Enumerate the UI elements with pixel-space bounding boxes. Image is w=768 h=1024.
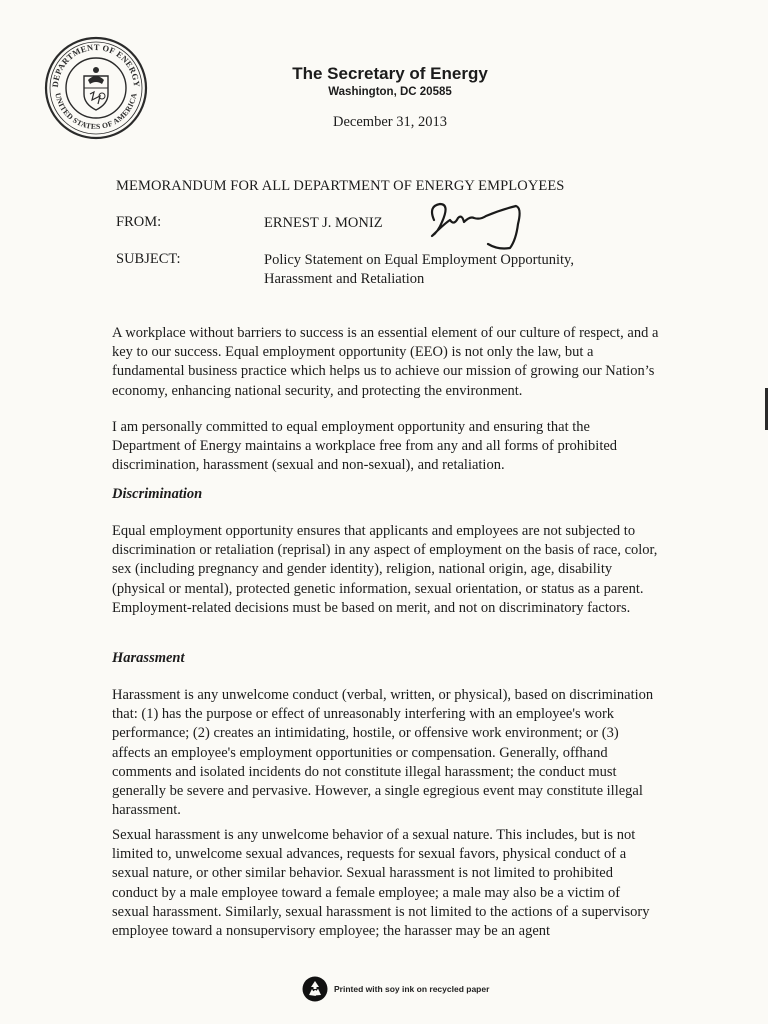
subject-value	[264, 251, 624, 289]
doe-seal-icon	[44, 36, 148, 140]
memo-recipient-line: MEMORANDUM FOR ALL DEPARTMENT OF ENERGY EMPLOYEES	[116, 178, 565, 194]
footer-text: Printed with soy ink on recycled paper	[334, 984, 490, 994]
heading-harassment: Harassment	[112, 650, 185, 666]
subject-line-2: Harassment and Retaliation	[264, 271, 425, 287]
paragraph-workplace: A workplace without barriers to success is an essential element of our culture of respect, and a key to our success. Equal employment opportunity (EEO) is not only the law, but a fundamental business practice which helps us to achieve our mission of growing our Nation’s economy, enhancing national security, and protecting the environment.	[112, 325, 659, 399]
signature-icon	[420, 196, 532, 256]
paragraph-discrimination: Equal employment opportunity ensures that applicants and employees are not subjected to discrimination or retaliation (reprisal) in any aspect of employment on the basis of race, color, sex (including pregnancy and gender identity), religion, national origin, age, disability (physical or mental), protected genetic information, sexual orientation, or status as a parent. Employment-related decisions must be based on merit, and not on discriminatory factors.	[112, 523, 658, 616]
memo-date: December 31, 2013	[333, 114, 447, 130]
paragraph-commitment: I am personally committed to equal employment opportunity and ensuring that the Department of Energy maintains a workplace free from any and all forms of prohibited discrimination, harassment (sexual and non-sexual), and retaliation.	[112, 419, 618, 474]
paragraph-harassment: Harassment is any unwelcome conduct (verbal, written, or physical), based on discrimination that: (1) has the purpose or effect of unreasonably interfering with an employee's work performance; (2) creates an intimidating, hostile, or offensive work environment; or (3) affects an employee's employment opportunities or compensation. Generally, offhand comments and isolated incidents do not constitute illegal harassment; the conduct must generally be severe and pervasive. However, a single egregious event may constitute illegal harassment.	[112, 687, 654, 819]
letterhead-title: The Secretary of Energy	[292, 64, 488, 83]
letterhead-city: Washington, DC 20585	[328, 86, 452, 98]
from-value: ERNEST J. MONIZ	[264, 215, 383, 231]
subject-label: SUBJECT:	[116, 251, 181, 267]
seal-bottom-text: UNITED STATES OF AMERICA	[53, 92, 139, 132]
seal-top-text: DEPARTMENT OF ENERGY	[50, 42, 142, 88]
paragraph-sexual-harassment: Sexual harassment is any unwelcome behavior of a sexual nature. This includes, but is not limited to, unwelcome sexual advances, requests for sexual favors, physical conduct of a sexual nature, or other similar behavior. Sexual harassment is not limited to prohibited conduct by a male employee toward a female employee; a male may also be a victim of sexual harassment. Similarly, sexual harassment is not limited to the actions of a supervisory employee toward a nonsupervisory employee; the harasser may be an agent	[112, 827, 650, 940]
subject-line-1: Policy Statement on Equal Employment Opportunity,	[264, 252, 574, 268]
heading-discrimination: Discrimination	[112, 486, 203, 502]
from-label: FROM:	[116, 214, 162, 230]
recycle-icon	[302, 976, 328, 1002]
